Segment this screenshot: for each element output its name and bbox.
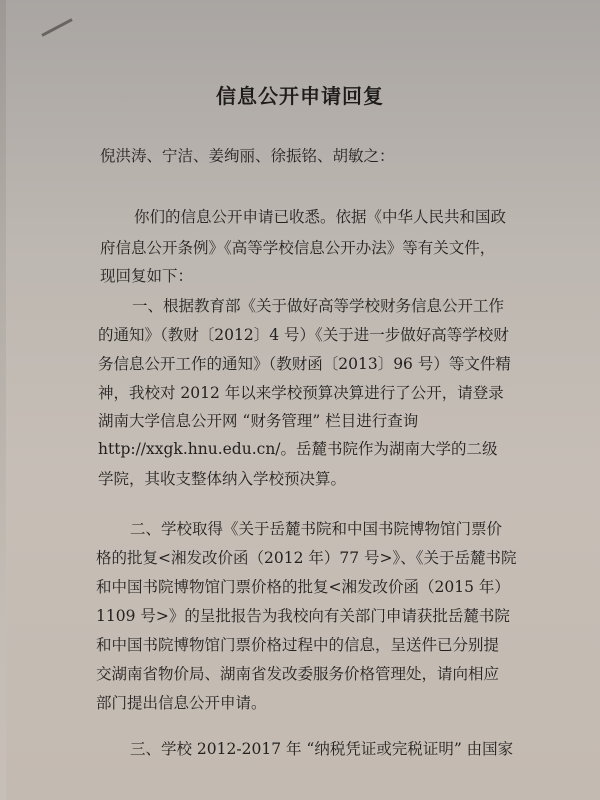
body-line: 神，我校对 2012 年以来学校预算决算进行了公开，请登录 bbox=[98, 384, 504, 402]
body-line: 格的批复<湘发改价函（2012 年）77 号>》、《关于岳麓书院 bbox=[96, 549, 517, 567]
body-line: 交湖南省物价局、湖南省发改委服务价格管理处，请向相应 bbox=[96, 665, 500, 683]
pen-mark bbox=[41, 18, 72, 37]
body-line: 学院，其收支整体纳入学校预决算。 bbox=[98, 470, 347, 488]
body-line: 和中国书院博物馆门票价格过程中的信息，呈送件已分别提 bbox=[96, 636, 500, 654]
body-line: 部门提出信息公开申请。 bbox=[96, 694, 267, 712]
body-line: 和中国书院博物馆门票价格的批复<湘发改价函（2015 年） bbox=[96, 578, 510, 596]
body-line: 府信息公开条例》《高等学校信息公开办法》等有关文件， bbox=[100, 239, 496, 257]
body-line: 现回复如下： bbox=[100, 267, 194, 285]
body-line: 的通知》（教财〔2012〕4 号）《关于进一步做好高等学校财 bbox=[98, 326, 509, 344]
body-line: 1109 号>》的呈批报告为我校向有关部门申请获批岳麓书院 bbox=[96, 607, 510, 625]
salutation: 倪洪涛、宁洁、姜绚丽、徐振铭、胡敏之： bbox=[100, 147, 395, 165]
body-line: 三、学校 2012-2017 年 “纳税凭证或完税证明” 由国家 bbox=[130, 740, 514, 758]
body-line: 你们的信息公开申请已收悉。依据《中华人民共和国政 bbox=[134, 208, 507, 226]
body-line: http://xxgk.hnu.edu.cn/。岳麓书院作为湖南大学的二级 bbox=[98, 440, 498, 458]
body-line: 一、根据教育部《关于做好高等学校财务信息公开工作 bbox=[132, 297, 505, 315]
body-line: 二、学校取得《关于岳麓书院和中国书院博物馆门票价 bbox=[130, 520, 503, 538]
document-title: 信息公开申请回复 bbox=[216, 84, 384, 108]
body-line: 务信息公开工作的通知》（教财函〔2013〕96 号）等文件精 bbox=[98, 355, 511, 373]
body-line: 湖南大学信息公开网 “财务管理” 栏目进行查询 bbox=[98, 412, 419, 430]
